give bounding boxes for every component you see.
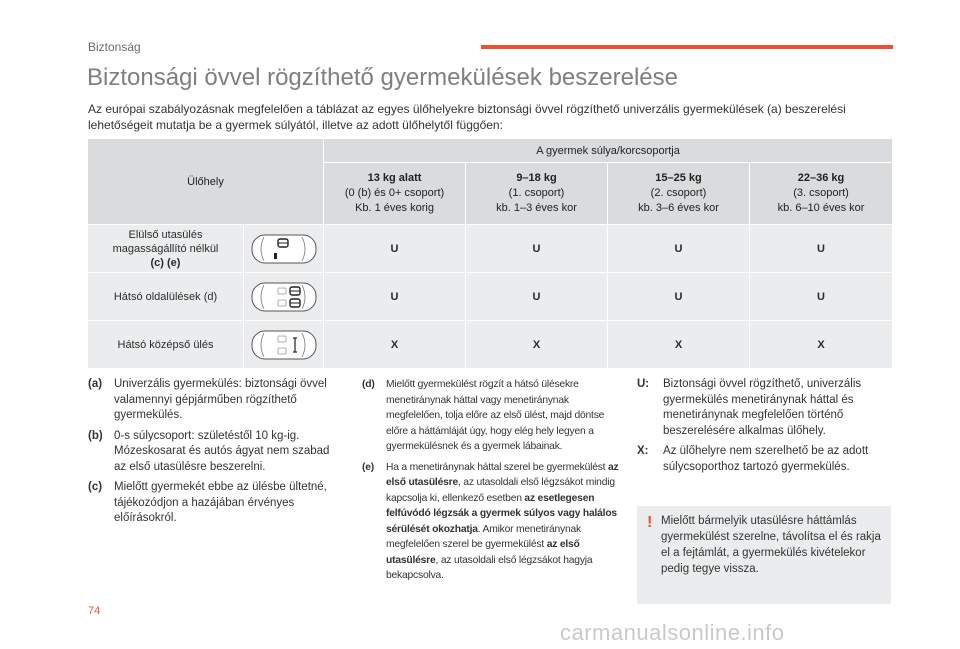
cell-rear-outer-2: U bbox=[608, 273, 750, 321]
notes-middle bbox=[362, 377, 624, 589]
watermark: carmanualsonline.info bbox=[560, 620, 785, 645]
page-title: Biztonsági övvel rögzíthető gyermekülések beszerelése bbox=[87, 64, 678, 91]
cell-rear-outer-3: U bbox=[750, 273, 893, 321]
cell-front-1: U bbox=[466, 225, 608, 273]
col-header-1: 9–18 kg (1. csoport) kb. 1–3 éves kor bbox=[466, 163, 608, 225]
note-a: (a) Univerzális gyermekülés: biztonsági övvel valamennyi gépjárműben rögzíthető gyermekülés. bbox=[88, 378, 327, 421]
legend-u: U: Biztonsági övvel rögzíthető, univerzális gyermekülés menetiránynak háttal és menetiránynak megfelelően történő beszerelésére alkalmas ülőhely. bbox=[637, 378, 862, 437]
group-header: A gyermek súlya/korcsoportja bbox=[324, 139, 893, 163]
warning-text: Mielőtt bármelyik utasülésre háttámlás gyermekülést szerelne, távolítsa el és rakja el a fejtámlát, a gyermekülés kivételekor pedig tegye vissza. bbox=[661, 515, 881, 575]
notes-right bbox=[637, 377, 891, 480]
car-rear-middle-icon bbox=[244, 321, 324, 369]
table-row bbox=[88, 273, 893, 321]
intro-paragraph bbox=[88, 101, 878, 133]
row-label-rear-outer: Hátsó oldalülések (d) bbox=[88, 273, 244, 321]
header-accent-bar bbox=[481, 45, 893, 49]
notes-left bbox=[88, 377, 338, 532]
col-header-2: 15–25 kg (2. csoport) kb. 3–6 éves kor bbox=[608, 163, 750, 225]
cell-rear-middle-0: X bbox=[324, 321, 466, 369]
cell-front-2: U bbox=[608, 225, 750, 273]
cell-rear-middle-2: X bbox=[608, 321, 750, 369]
cell-front-3: U bbox=[750, 225, 893, 273]
table-row bbox=[88, 321, 893, 369]
note-e: (e) Ha a menetiránynak háttal szerel be gyermekülést az első utasülésre, az utasoldali első légzsákot mindig kapcsolja ki, ellenkező esetben az esetlegesen felfúvódó légzsák a gyermek súlyos vagy halálos sérülését okozhatja. Amikor menetiránynak megfelelően szerel be gyermekülést az első utasülésre, az utasoldali első légzsákot hagyja bekapcsolva. bbox=[362, 461, 619, 581]
cell-front-0: U bbox=[324, 225, 466, 273]
cell-rear-outer-0: U bbox=[324, 273, 466, 321]
intro-line-1: Az európai szabályozásnak megfelelően a táblázat az egyes ülőhelyekre biztonsági övvel rögzíthető univerzális gyermekülések (a) beszerelési bbox=[88, 102, 846, 116]
page-number: 74 bbox=[88, 605, 101, 617]
cell-rear-middle-3: X bbox=[750, 321, 893, 369]
note-b: (b) 0-s súlycsoport: születéstől 10 kg-ig. Mózeskosarat és autós ágyat nem szabad az első utasülésre beszerelni. bbox=[88, 429, 330, 473]
cell-rear-outer-1: U bbox=[466, 273, 608, 321]
seat-header: Ülőhely bbox=[88, 139, 324, 225]
cell-rear-middle-1: X bbox=[466, 321, 608, 369]
warning-icon: ! bbox=[647, 514, 653, 531]
intro-line-2: lehetőségeit mutatja be a gyermek súlyától, illetve az adott ülőhelytől függően: bbox=[88, 118, 503, 132]
note-d: (d) Mielőtt gyermekülést rögzít a hátsó ülésekre menetiránynak háttal vagy menetiránynak megfelelően, tolja előre az első ülést, majd döntse előre a háttámláját úgy, hogy elég hely legyen a gyermekülésnek és a gyermek lábainak. bbox=[362, 379, 605, 452]
legend-x: X: Az ülőhelyre nem szerelhető be az adott súlycsoporthoz tartozó gyermekülés. bbox=[637, 445, 869, 473]
col-header-3: 22–36 kg (3. csoport) kb. 6–10 éves kor bbox=[750, 163, 893, 225]
col-header-0: 13 kg alatt (0 (b) és 0+ csoport) Kb. 1 éves korig bbox=[324, 163, 466, 225]
car-front-passenger-icon bbox=[244, 225, 324, 273]
section-label: Biztonság bbox=[88, 40, 141, 54]
row-label-front: Elülső utasülés magasságállító nélkül (c) (e) bbox=[88, 225, 244, 273]
child-seat-table bbox=[87, 138, 893, 369]
row-label-rear-middle: Hátsó középső ülés bbox=[88, 321, 244, 369]
table-row bbox=[88, 225, 893, 273]
car-rear-outer-icon bbox=[244, 273, 324, 321]
note-c: (c) Mielőtt gyermekét ebbe az ülésbe ültetné, tájékozódjon a hazájában érvényes előírásokról. bbox=[88, 481, 327, 524]
warning-box bbox=[637, 506, 891, 604]
